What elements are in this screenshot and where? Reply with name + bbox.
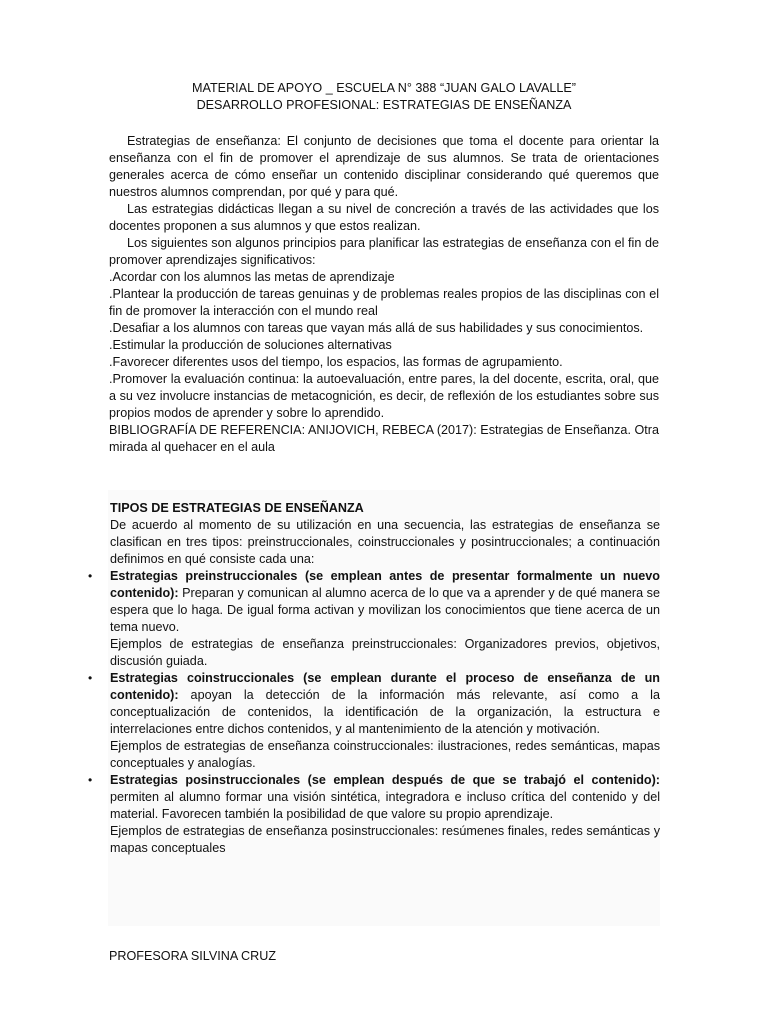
principle-item: .Acordar con los alumnos las metas de aprendizaje xyxy=(109,270,395,284)
intro-paragraph-concretion: Las estrategias didácticas llegan a su nivel de concreción a través de las actividades que los docentes proponen a sus alumnos y que estos realizan. xyxy=(109,202,659,233)
bibliography: BIBLIOGRAFÍA DE REFERENCIA: ANIJOVICH, REBECA (2017): Estrategias de Enseñanza. Otra mirada al quehacer en el aula xyxy=(109,423,659,454)
principle-item: .Favorecer diferentes usos del tiempo, los espacios, las formas de agrupamiento. xyxy=(109,355,563,369)
header-line-2: DESARROLLO PROFESIONAL: ESTRATEGIAS DE ENSEÑANZA xyxy=(196,98,572,112)
bullet-icon: • xyxy=(88,569,93,583)
header-line-1: MATERIAL DE APOYO _ ESCUELA N° 388 “JUAN GALO LAVALLE” xyxy=(192,81,576,95)
intro-section xyxy=(109,133,659,456)
principle-item: .Desafiar a los alumnos con tareas que vayan más allá de sus habilidades y sus conocimientos. xyxy=(109,321,644,335)
section-title: TIPOS DE ESTRATEGIAS DE ENSEÑANZA xyxy=(110,501,364,515)
intro-paragraph-definition: Estrategias de enseñanza: El conjunto de decisiones que toma el docente para orientar la enseñanza con el fin de promover el aprendizaje de sus alumnos. Se trata de orientaciones generales acerca de cómo enseñar un contenido disciplinar considerando qué queremos que nuestros alumnos comprendan, por qué y para qué. xyxy=(109,134,659,199)
strategy-heading: Estrategias posinstruccionales (se emplean después de que se trabajó el contenido): xyxy=(110,773,660,787)
document-page xyxy=(109,80,659,456)
document-header xyxy=(109,80,659,114)
strategy-types-section xyxy=(88,490,660,926)
strategy-heading: Estrategias preinstruccionales (se emplean antes de presentar formalmente un nuevo contenido): xyxy=(110,569,660,600)
strategy-item-preinstructional xyxy=(88,568,660,670)
section-intro: De acuerdo al momento de su utilización en una secuencia, las estrategias de enseñanza se clasifican en tres tipos: preinstruccionales, coinstruccionales y posintruccionales; a continuación definimos en qué consiste cada una: xyxy=(110,518,660,566)
strategy-description: permiten al alumno formar una visión sintética, integradora e incluso crítica del contenido y del material. Favorecen también la posibilidad de que valore su propio aprendizaje. xyxy=(110,790,660,821)
strategy-item-postinstructional xyxy=(88,772,660,857)
principle-item: .Estimular la producción de soluciones alternativas xyxy=(109,338,392,352)
strategy-list xyxy=(88,568,660,857)
footer-author: PROFESORA SILVINA CRUZ xyxy=(109,949,277,963)
strategy-description: apoyan la detección de la información más relevante, así como a la conceptualización de contenidos, la identificación de la organización, la estructura e interrelaciones entre dichos contenidos, y al mantenimiento de la atención y motivación. xyxy=(110,688,660,736)
strategy-description: Preparan y comunican al alumno acerca de lo que va a aprender y de qué manera se espera que lo haga. De igual forma activan y movilizan los conocimientos que tiene acerca de un tema nuevo. xyxy=(110,586,660,634)
strategy-heading: Estrategias coinstruccionales (se emplean durante el proceso de enseñanza de un contenido): xyxy=(110,671,660,702)
principle-item: .Promover la evaluación continua: la autoevaluación, entre pares, la del docente, escrita, oral, que a su vez involucre instancias de metacognición, es decir, de reflexión de los estudiantes sobre sus propios modos de aprender y sobre lo aprendido. xyxy=(109,372,659,420)
strategy-item-coinstructional xyxy=(88,670,660,772)
strategy-examples: Ejemplos de estrategias de enseñanza preinstruccionales: Organizadores previos, objetivos, discusión guiada. xyxy=(110,637,660,668)
intro-paragraph-principles: Los siguientes son algunos principios para planificar las estrategias de enseñanza con el fin de promover aprendizajes significativos: xyxy=(109,236,659,267)
principle-item: .Plantear la producción de tareas genuinas y de problemas reales propios de las disciplinas con el fin de promover la interacción con el mundo real xyxy=(109,287,659,318)
strategy-examples: Ejemplos de estrategias de enseñanza coinstruccionales: ilustraciones, redes semánticas, mapas conceptuales y analogías. xyxy=(110,739,660,770)
strategy-examples: Ejemplos de estrategias de enseñanza posinstruccionales: resúmenes finales, redes semánticas y mapas conceptuales xyxy=(110,824,660,855)
bullet-icon: • xyxy=(88,671,93,685)
bullet-icon: • xyxy=(88,773,93,787)
